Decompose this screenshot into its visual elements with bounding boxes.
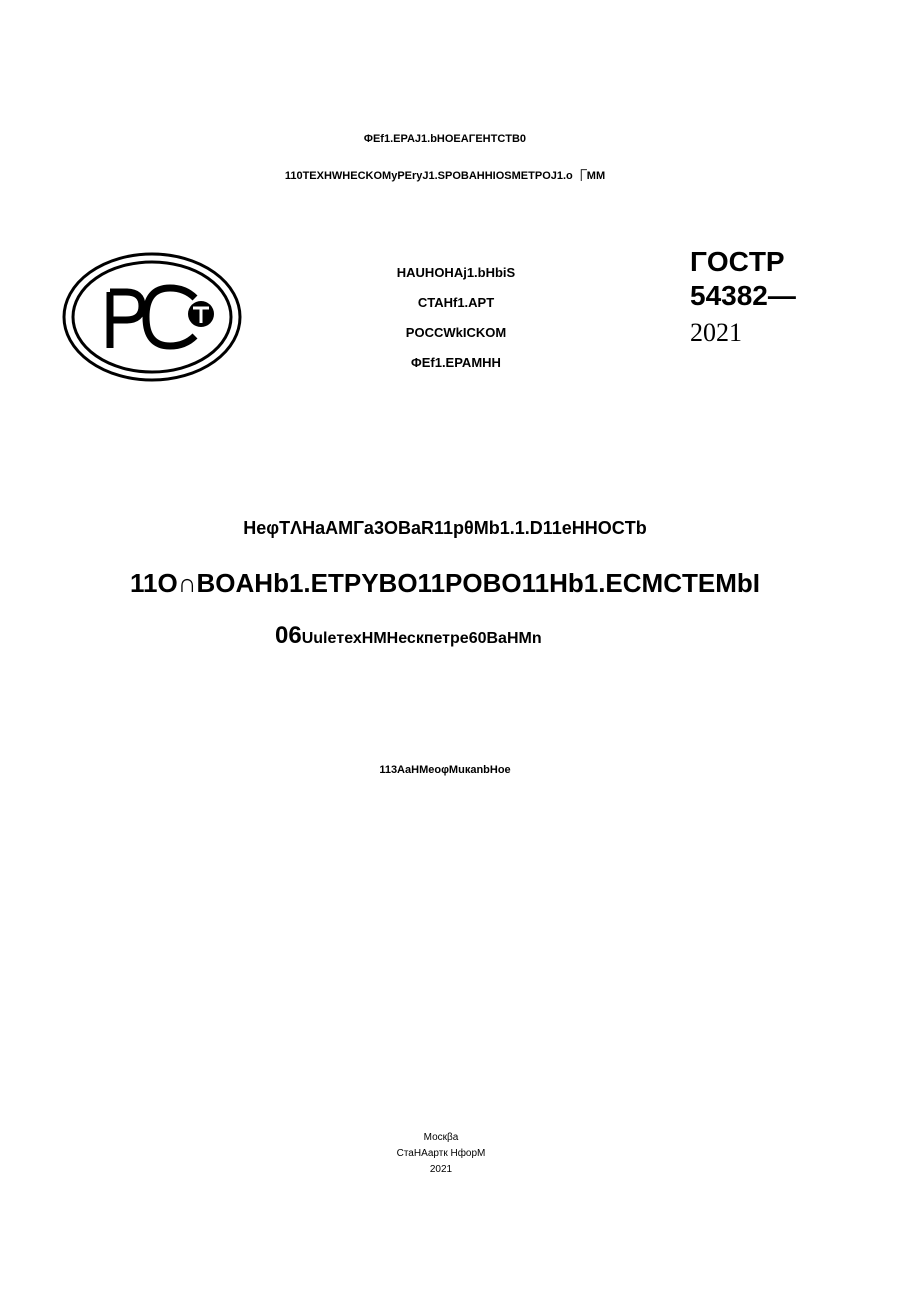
gost-code-line1: ΓOCTP [690, 246, 785, 277]
gost-code [690, 245, 796, 313]
footer-year: 2021 [429, 1164, 453, 1175]
document-title-line3 [275, 622, 542, 650]
agency-name-line1: ΦEf1.EPAJ1.bHOEAΓEHTCTB0 [363, 133, 527, 145]
document-title-line2: 11O∩BOAHb1.ETPYBO11POBO11Hb1.ECMCTEMbI [130, 568, 760, 598]
footer-city: Москβа [423, 1132, 459, 1143]
title-line3-prefix: 06 [275, 622, 302, 649]
document-title-line1: HeφTΛHaAMΓa3OBaR11pθMb1.1.D11eHHOCTb [243, 518, 647, 538]
gost-year: 2021 [690, 318, 742, 347]
standard-type-line: CTAHf1.APT [417, 295, 495, 310]
standard-type-line: HAUHOHAj1.bHbiS [396, 265, 516, 280]
standard-type-line: ΦEf1.EPAMHH [411, 355, 501, 370]
gost-code-line2: 54382— [690, 280, 796, 311]
title-line3-rest: UuleтехНМНескпетре60ВаНМn [301, 630, 542, 647]
standard-type-line: POCCWkICKOM [405, 325, 507, 340]
footer-publisher: СтаНАартк НфорМ [396, 1148, 486, 1159]
rst-logo-icon [60, 250, 245, 385]
standard-type-block [340, 258, 572, 378]
publication-footer [0, 1130, 882, 1178]
agency-name-line2: 110TEXHWHECKOMyPEryJ1.SPOBAHHIOSMETPOJ1.o ⎾MM [284, 170, 606, 182]
edition-label: 113AaHMeoφMuкanbHoe [379, 764, 511, 776]
